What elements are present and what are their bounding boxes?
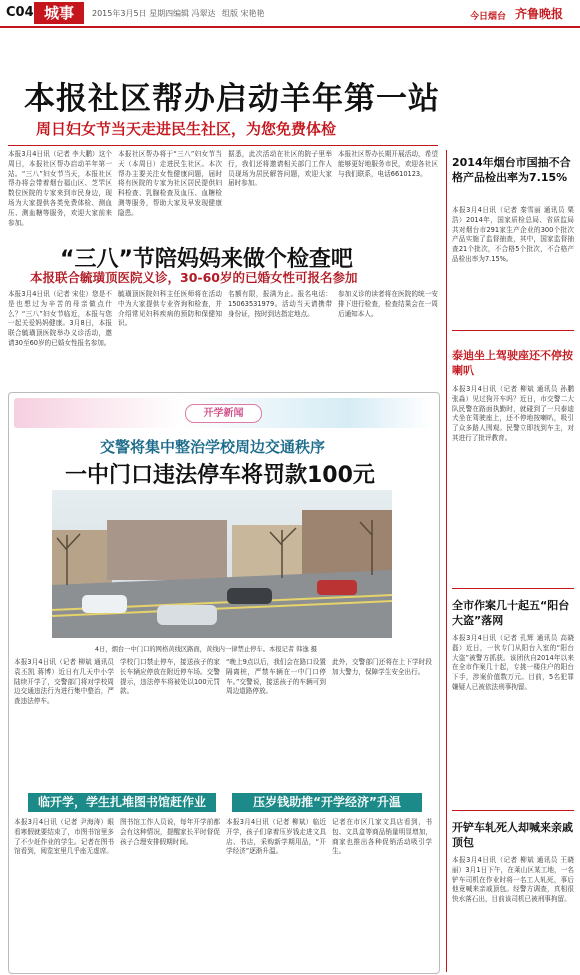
- editor-credit: 编辑 冯翠达: [173, 9, 216, 18]
- sidebar-story-4-headline: 开铲车轧死人却喊来亲戚顶包: [452, 821, 573, 849]
- story2-column-1: 本报3月4日讯（记者 宋佳）您是不是也想过为辛苦的母亲做点什么？“三八”妇女节临近，本报与您一起关爱妈妈健康。3月8日，本报联合毓璜顶医院举办义诊活动，邀请30至60岁的已婚女性报名参加。: [8, 290, 112, 347]
- story2-headline: “三八”节陪妈妈来做个检查吧: [60, 247, 353, 272]
- school-column-1: 本报3月4日讯（记者 柳斌 通讯员 袁丕凯 蒋博）近日有几天中小学陆续开学了，交警部门将对学校周边交通违法行为进行集中整治，严查违法停车。: [14, 658, 114, 706]
- story2-column-4: 参加义诊的读者将在医院的统一安排下进行检查，检查结果会在一周后通知本人。: [338, 290, 438, 318]
- story2-column-2: 毓璜顶医院妇科主任医师将在活动中为大家提供专业咨询和检查，并介绍常见妇科疾病的预防和保健知识。: [118, 290, 222, 328]
- school-column-3: “晚上9点以后，我们会在路口设置隔离桩，严禁车辆在一中门口停车。”交警说，接送孩子的车辆可到周边道路停放。: [226, 658, 326, 696]
- sidebar-story-3-headline: 全市作案几十起五“阳台大盗”落网: [452, 599, 570, 627]
- newspaper-logo: 齐鲁晚报: [515, 7, 564, 21]
- sidebar-story-2-headline: 泰迪坐上驾驶座还不停按喇叭: [452, 349, 573, 377]
- sub-story-b-headline: 压岁钱助推“开学经济”升温: [232, 793, 422, 812]
- lead-headline: 本报社区帮办启动羊年第一站: [24, 81, 440, 117]
- lead-rule: [8, 145, 438, 146]
- section-label: 城事: [34, 2, 84, 24]
- school-news-banner: 开学新闻: [185, 404, 262, 423]
- sub-story-a-column-2: 图书馆工作人员说，每年开学前都会有这种情况，提醒家长平时督促孩子合理安排假期时间。: [120, 818, 220, 846]
- sidebar-story-3-body: 本报3月4日讯（记者 孔辉 通讯员 高晓磊）近日，一伙专门从阳台入室的“阳台大盗”被警方抓获。该团伙自2014年以来在全市作案几十起，专挑一楼住户的阳台下手，涉案价值数万元。目前，5名犯罪嫌疑人已被依法刑事拘留。: [452, 634, 574, 691]
- sidebar-story-2-body: 本报3月4日讯（记者 柳斌 通讯员 孙鹏 张淼）见过狗开车吗？近日，市交警二大队民警在路面执勤时，就碰到了一只泰迪犬坐在驾驶座上，还不停地按喇叭，吸引了众多路人围观。民警立即找到车主，对其进行了批评教育。: [452, 385, 574, 442]
- sidebar-story-1-headline: 2014年烟台市国抽不合格产品检出率为7.15%: [452, 156, 571, 184]
- lead-column-1: 本报3月4日讯（记者 李大鹏）这个周日，本报社区帮办启动羊年第一站。“三八”妇女节当天，本报社区帮办将会带着烟台福山区、芝罘区数位医院的专家来到市民身边，现场为大家提供各类免费体检、测血压、测血糖等服务，欢迎大家前来参加。: [8, 150, 112, 227]
- school-column-4: 此外，交警部门还将在上下学时段加大警力，保障学生安全出行。: [332, 658, 432, 676]
- issue-date: 2015年3月5日 星期四: [92, 9, 174, 18]
- school-headline: 一中门口违法停车将罚款100元: [65, 463, 375, 488]
- lead-column-3: 据悉，此次活动在社区的院子里举行，我们还将邀请相关部门工作人员现场为居民解答问题，欢迎大家届时参加。: [228, 150, 332, 188]
- lead-column-2: 本报社区帮办将于“三八”妇女节当天（本周日）走进民生社区。本次帮办主要关注女性健康问题，届时将有医院的专家为社区居民提供妇科检查、乳腺检查及血压、血糖检测等服务，帮助大家及早发现健康隐患。: [118, 150, 222, 217]
- sidebar-story-4-body: 本报3月4日讯（记者 柳斌 通讯员 王晓丽）3月1日下午，在莱山区某工地，一名铲车司机在作业时将一名工人轧死，事后他竟喊来亲戚顶包。经警方调查，真相很快水落石出，目前该司机已被刑事拘留。: [452, 856, 574, 904]
- designer-credit: 组版 宋艳艳: [222, 9, 265, 18]
- sidebar-rule-3: [452, 810, 574, 811]
- photo-caption: 4日，烟台一中门口的网格黄线区路面，黄线内一律禁止停车。本报记者 韩逸 摄: [95, 646, 318, 653]
- sub-story-a-headline: 临开学，学生扎堆图书馆赶作业: [28, 793, 216, 812]
- page-number: C04: [6, 5, 34, 20]
- lead-subheadline: 周日妇女节当天走进民生社区，为您免费体检: [36, 120, 337, 138]
- school-kicker: 交警将集中整治学校周边交通秩序: [100, 438, 326, 456]
- street-photo: [52, 490, 392, 638]
- sidebar-story-1-body: 本报3月4日讯（记者 秦雪丽 通讯员 栗浩）2014年，国家质检总局、省质监局共对烟台市291家生产企业的300个批次产品实施了监督抽查，其中，国家监督抽查21个批次，不合格5个批次，不合格产品检出率为7.15%。: [452, 206, 574, 263]
- sub-story-b-column-2: 记者在市区几家文具店看到，书包、文具盒等商品销量明显增加，商家也推出各种促销活动吸引学生。: [332, 818, 432, 856]
- lead-column-4: 本报社区帮办长期开展活动，希望能够更好地服务市民，欢迎各社区与我们联系，电话6610123。: [338, 150, 438, 178]
- sidebar-rule-1: [452, 330, 574, 331]
- school-column-2: 学校门口禁止停车，接送孩子的家长车辆应停放在附近停车场。交警提示，违法停车将被处以100元罚款。: [120, 658, 220, 696]
- sub-story-a-column-1: 本报3月4日讯（记者 尹海涛）眼看寒假就要结束了，市图书馆里多了不少赶作业的学生。记者在图书馆看到，阅览室里几乎座无虚席。: [14, 818, 114, 856]
- story2-subheadline: 本报联合毓璜顶医院义诊，30-60岁的已婚女性可报名参加: [30, 270, 358, 285]
- sidebar-rule-2: [452, 588, 574, 589]
- edition-name: 今日烟台: [470, 12, 507, 22]
- story2-column-3: 名额有限，报满为止。报名电话：15063531979。活动当天请携带身份证，按时到达指定地点。: [228, 290, 332, 318]
- sidebar-divider: [446, 150, 447, 972]
- sub-story-b-column-1: 本报3月4日讯（记者 柳斌）临近开学，孩子们拿着压岁钱走进文具店、书店，采购新学期用品，“开学经济”逐渐升温。: [226, 818, 326, 856]
